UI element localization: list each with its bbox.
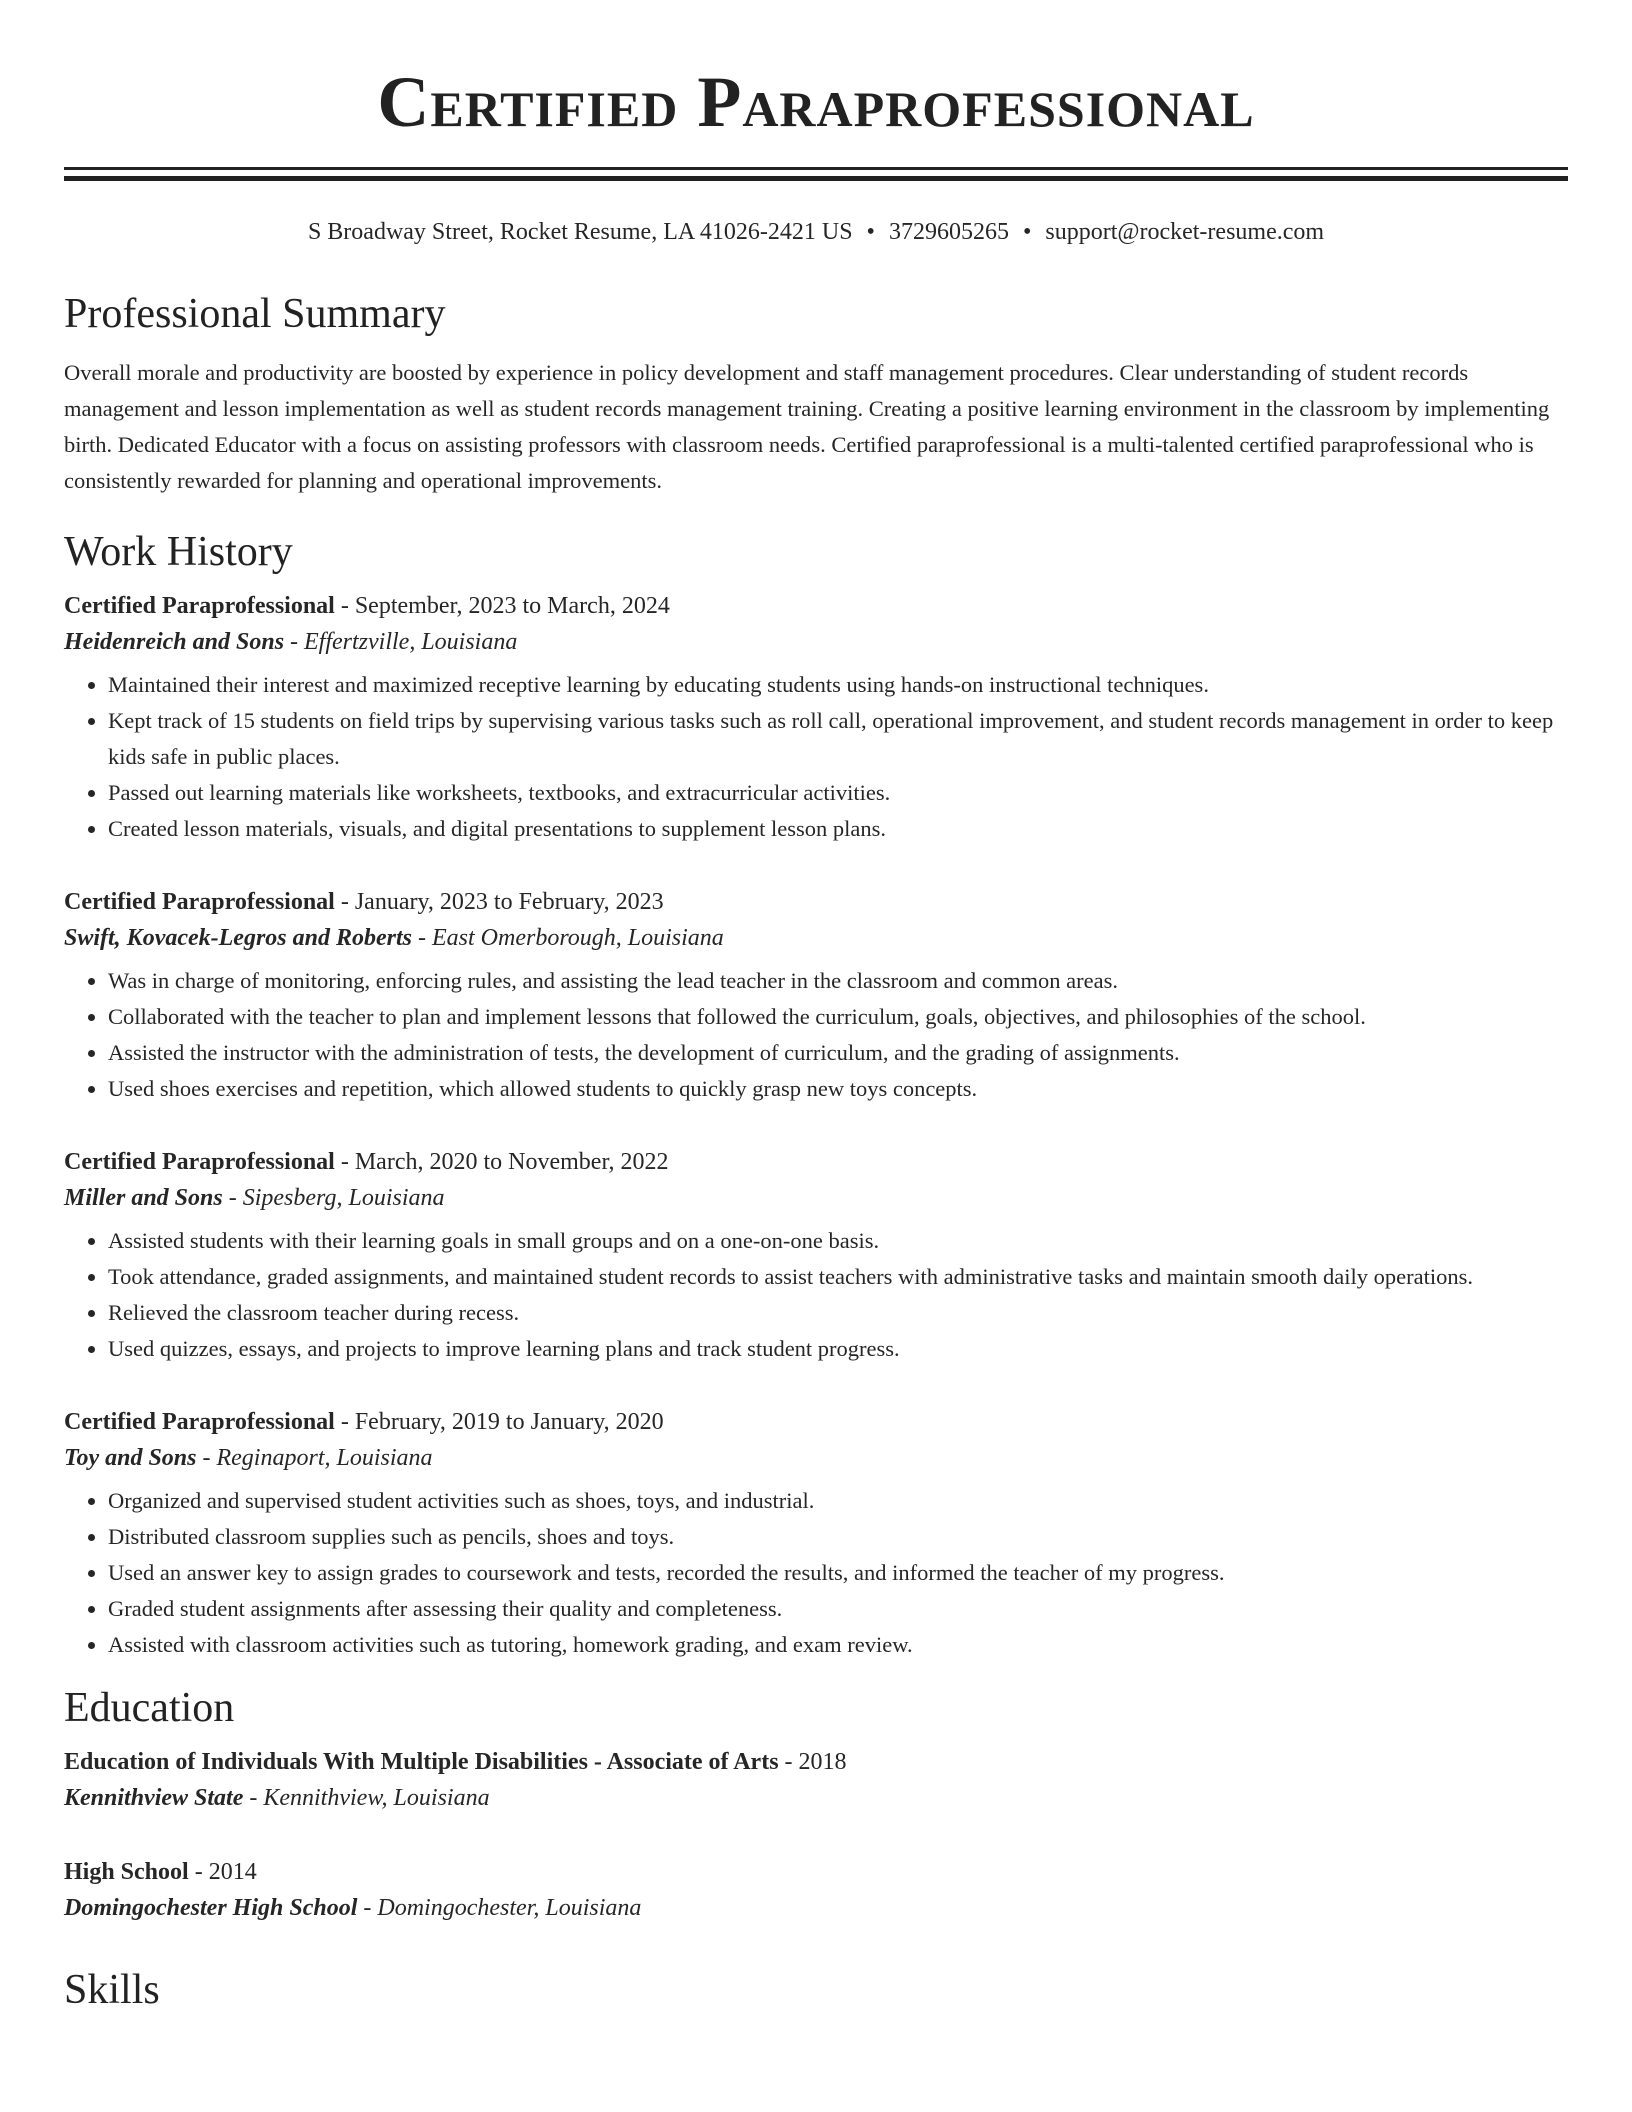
job-title-line	[64, 1145, 1568, 1179]
degree-year: - 2018	[778, 1749, 847, 1775]
contact-line	[64, 217, 1568, 247]
section-heading-summary: Professional Summary	[64, 291, 446, 337]
section-heading-education: Education	[64, 1685, 235, 1731]
list-item: • Used an answer key to assign grades to coursework and tests, recorded the results, and informed the teacher of my progress.	[108, 1555, 1568, 1591]
resume-title: Certified Paraprofessional	[377, 62, 1255, 142]
list-item: • Collaborated with the teacher to plan and implement lessons that followed the curriculum, goals, objectives, and philosophies of the school.	[108, 999, 1568, 1035]
company-location: - Effertzville, Louisiana	[284, 629, 518, 655]
company-location: - Reginaport, Louisiana	[196, 1445, 433, 1471]
job-entry	[64, 885, 1568, 1107]
company-name: Miller and Sons	[64, 1185, 223, 1211]
degree-name: High School	[64, 1859, 189, 1885]
list-item: • Took attendance, graded assignments, and maintained student records to assist teachers with administrative tasks and maintain smooth daily operations.	[108, 1259, 1568, 1295]
list-item: • Assisted with classroom activities such as tutoring, homework grading, and exam review.	[108, 1627, 1568, 1663]
list-item: • Kept track of 15 students on field trips by supervising various tasks such as roll call, operational improvement, and student records management in order to keep kids safe in public places.	[108, 703, 1568, 775]
school-name: Domingochester High School	[64, 1895, 358, 1921]
school-line	[64, 1889, 1568, 1927]
list-item: • Assisted the instructor with the administration of tests, the development of curriculum, and the grading of assignments.	[108, 1035, 1568, 1071]
company-location: - East Omerborough, Louisiana	[412, 925, 724, 951]
header-divider-thin	[64, 167, 1568, 170]
school-line	[64, 1779, 1568, 1817]
company-line	[64, 1439, 1568, 1477]
degree-name: Education of Individuals With Multiple Disabilities - Associate of Arts	[64, 1749, 779, 1775]
job-dates: - September, 2023 to March, 2024	[334, 593, 670, 619]
job-title: Certified Paraprofessional	[64, 1149, 335, 1175]
job-title: Certified Paraprofessional	[64, 1409, 335, 1435]
contact-address: S Broadway Street, Rocket Resume, LA 41026-2421 US	[307, 219, 853, 245]
job-entry	[64, 1145, 1568, 1367]
job-entry	[64, 589, 1568, 847]
degree-line	[64, 1855, 1568, 1889]
summary-text: Overall morale and productivity are boosted by experience in policy development and staff management procedures. Clear understanding of student records management and lesson implementation as well as student records management training. Creating a positive learning environment in the classroom by implementing birth. Dedicated Educator with a focus on assisting professors with classroom needs. Certified paraprofessional is a multi-talented certified paraprofessional who is consistently rewarded for planning and operational improvements.	[64, 360, 1550, 493]
job-entry	[64, 1405, 1568, 1663]
company-line	[64, 623, 1568, 661]
section-heading-work-history: Work History	[64, 529, 293, 575]
job-dates: - February, 2019 to January, 2020	[334, 1409, 664, 1435]
company-line	[64, 1179, 1568, 1217]
list-item: • Assisted students with their learning goals in small groups and on a one-on-one basis.	[108, 1223, 1568, 1259]
company-name: Swift, Kovacek-Legros and Roberts	[64, 925, 412, 951]
job-bullets	[64, 667, 1568, 847]
header-divider-thick	[64, 176, 1568, 181]
job-title-line	[64, 1405, 1568, 1439]
list-item: • Passed out learning materials like worksheets, textbooks, and extracurricular activities.	[108, 775, 1568, 811]
list-item: • Distributed classroom supplies such as pencils, shoes and toys.	[108, 1519, 1568, 1555]
job-dates: - January, 2023 to February, 2023	[334, 889, 664, 915]
company-line	[64, 919, 1568, 957]
degree-line	[64, 1745, 1568, 1779]
job-title: Certified Paraprofessional	[64, 889, 335, 915]
company-name: Toy and Sons	[64, 1445, 197, 1471]
contact-phone: 3729605265	[888, 219, 1009, 245]
job-bullets	[64, 1483, 1568, 1663]
education-entry	[64, 1855, 1568, 1927]
job-title: Certified Paraprofessional	[64, 593, 335, 619]
job-dates: - March, 2020 to November, 2022	[334, 1149, 669, 1175]
company-location: - Sipesberg, Louisiana	[222, 1185, 445, 1211]
section-heading-skills: Skills	[64, 1967, 160, 2013]
contact-separator: •	[1022, 219, 1032, 245]
job-bullets	[64, 1223, 1568, 1367]
job-title-line	[64, 885, 1568, 919]
degree-year: - 2014	[188, 1859, 257, 1885]
education-entry	[64, 1745, 1568, 1817]
contact-separator: •	[866, 219, 875, 245]
job-title-line	[64, 589, 1568, 623]
company-name: Heidenreich and Sons	[64, 629, 285, 655]
list-item: • Used quizzes, essays, and projects to improve learning plans and track student progress.	[108, 1331, 1568, 1367]
list-item: • Relieved the classroom teacher during recess.	[108, 1295, 1568, 1331]
school-name: Kennithview State	[64, 1785, 244, 1811]
school-location: - Domingochester, Louisiana	[357, 1895, 642, 1921]
list-item: • Used shoes exercises and repetition, which allowed students to quickly grasp new toys concepts.	[108, 1071, 1568, 1107]
job-bullets	[64, 963, 1568, 1107]
list-item: • Created lesson materials, visuals, and digital presentations to supplement lesson plans.	[108, 811, 1568, 847]
contact-email: support@rocket-resume.com	[1045, 219, 1325, 245]
list-item: • Maintained their interest and maximized receptive learning by educating students using hands-on instructional techniques.	[108, 667, 1568, 703]
list-item: • Was in charge of monitoring, enforcing rules, and assisting the lead teacher in the classroom and common areas.	[108, 963, 1568, 999]
list-item: • Graded student assignments after assessing their quality and completeness.	[108, 1591, 1568, 1627]
school-location: - Kennithview, Louisiana	[243, 1785, 490, 1811]
list-item: • Organized and supervised student activities such as shoes, toys, and industrial.	[108, 1483, 1568, 1519]
